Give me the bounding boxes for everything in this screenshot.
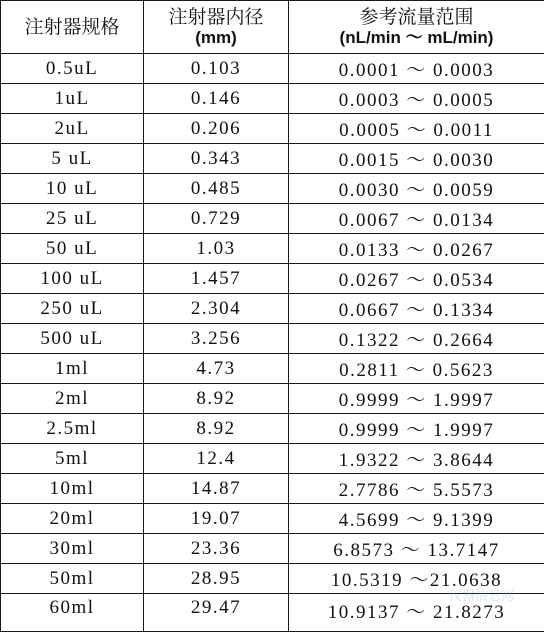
cell-inner-diameter: 8.92 (144, 414, 289, 444)
table-row (1, 204, 544, 234)
cell-inner-diameter: 28.95 (144, 564, 289, 594)
header-row (1, 1, 544, 54)
cell-inner-diameter: 12.4 (144, 444, 289, 474)
table-row (1, 444, 544, 474)
cell-inner-diameter: 0.206 (144, 114, 289, 144)
cell-inner-diameter: 0.485 (144, 174, 289, 204)
header-syringe-spec (1, 1, 144, 54)
table-row (1, 144, 544, 174)
cell-inner-diameter: 19.07 (144, 504, 289, 534)
cell-inner-diameter: 0.343 (144, 144, 289, 174)
table-row (1, 504, 544, 534)
table-row (1, 474, 544, 504)
cell-syringe-spec: 30ml (1, 534, 144, 564)
cell-flow-range: 0.0003 ～ 0.0005 (289, 84, 544, 114)
table-row (1, 54, 544, 84)
table-row (1, 324, 544, 354)
cell-syringe-spec: 50 uL (1, 234, 144, 264)
table-row (1, 84, 544, 114)
cell-syringe-spec: 2ml (1, 384, 144, 414)
cell-inner-diameter: 2.304 (144, 294, 289, 324)
table-row (1, 564, 544, 594)
cell-syringe-spec: 5ml (1, 444, 144, 474)
cell-inner-diameter: 14.87 (144, 474, 289, 504)
cell-syringe-spec: 25 uL (1, 204, 144, 234)
cell-syringe-spec: 60ml (1, 594, 144, 632)
cell-syringe-spec: 0.5uL (1, 54, 144, 84)
cell-syringe-spec: 1uL (1, 84, 144, 114)
cell-syringe-spec: 250 uL (1, 294, 144, 324)
header-inner-diameter-title: 注射器内径 (168, 6, 263, 28)
cell-flow-range: 0.2811 ～ 0.5623 (289, 354, 544, 384)
table-row (1, 354, 544, 384)
cell-flow-range: 1.9322 ～ 3.8644 (289, 444, 544, 474)
cell-inner-diameter: 0.103 (144, 54, 289, 84)
cell-flow-range: 0.0133 ～ 0.0267 (289, 234, 544, 264)
cell-inner-diameter: 1.03 (144, 234, 289, 264)
cell-flow-range: 0.0067 ～ 0.0134 (289, 204, 544, 234)
cell-syringe-spec: 10ml (1, 474, 144, 504)
table-row (1, 234, 544, 264)
cell-syringe-spec: 2uL (1, 114, 144, 144)
cell-flow-range: 0.9999 ～ 1.9997 (289, 384, 544, 414)
cell-inner-diameter: 8.92 (144, 384, 289, 414)
cell-syringe-spec: 10 uL (1, 174, 144, 204)
cell-flow-range: 6.8573 ～ 13.7147 (289, 534, 544, 564)
cell-flow-range: 0.0015 ～ 0.0030 (289, 144, 544, 174)
cell-inner-diameter: 0.729 (144, 204, 289, 234)
cell-flow-range: 0.0005 ～ 0.0011 (289, 114, 544, 144)
table-row (1, 414, 544, 444)
cell-flow-range: 0.9999 ～ 1.9997 (289, 414, 544, 444)
cell-syringe-spec: 5 uL (1, 144, 144, 174)
cell-flow-range: 0.0667 ～ 0.1334 (289, 294, 544, 324)
table-body (1, 54, 544, 632)
cell-inner-diameter: 0.146 (144, 84, 289, 114)
cell-flow-range: 0.1322 ～ 0.2664 (289, 324, 544, 354)
table-row (1, 594, 544, 632)
table-row (1, 534, 544, 564)
cell-syringe-spec: 2.5ml (1, 414, 144, 444)
table-row (1, 114, 544, 144)
cell-syringe-spec: 50ml (1, 564, 144, 594)
watermark: 仪器信息网 (449, 585, 514, 604)
cell-flow-range: 4.5699 ～ 9.1399 (289, 504, 544, 534)
cell-syringe-spec: 1ml (1, 354, 144, 384)
cell-flow-range: 10.5319 ～21.0638 (289, 564, 544, 594)
cell-flow-range: 0.0267 ～ 0.0534 (289, 264, 544, 294)
cell-inner-diameter: 3.256 (144, 324, 289, 354)
cell-inner-diameter: 23.36 (144, 534, 289, 564)
cell-syringe-spec: 100 uL (1, 264, 144, 294)
cell-syringe-spec: 20ml (1, 504, 144, 534)
table-row (1, 264, 544, 294)
cell-flow-range: 0.0030 ～ 0.0059 (289, 174, 544, 204)
header-flow-range-unit: (nL/min ～ mL/min) (289, 28, 544, 48)
cell-flow-range: 2.7786 ～ 5.5573 (289, 474, 544, 504)
cell-flow-range: 0.0001 ～ 0.0003 (289, 54, 544, 84)
cell-flow-range: 10.9137 ～ 21.8273 (289, 594, 544, 632)
cell-syringe-spec: 500 uL (1, 324, 144, 354)
table-row (1, 294, 544, 324)
header-inner-diameter (144, 1, 289, 54)
header-inner-diameter-unit: (mm) (144, 28, 288, 48)
table-row (1, 384, 544, 414)
table-row (1, 174, 544, 204)
cell-inner-diameter: 4.73 (144, 354, 289, 384)
header-flow-range-title: 参考流量范围 (359, 6, 473, 28)
header-flow-range (289, 1, 544, 54)
header-syringe-spec-title: 注射器规格 (24, 16, 119, 38)
cell-inner-diameter: 1.457 (144, 264, 289, 294)
cell-inner-diameter: 29.47 (144, 594, 289, 632)
